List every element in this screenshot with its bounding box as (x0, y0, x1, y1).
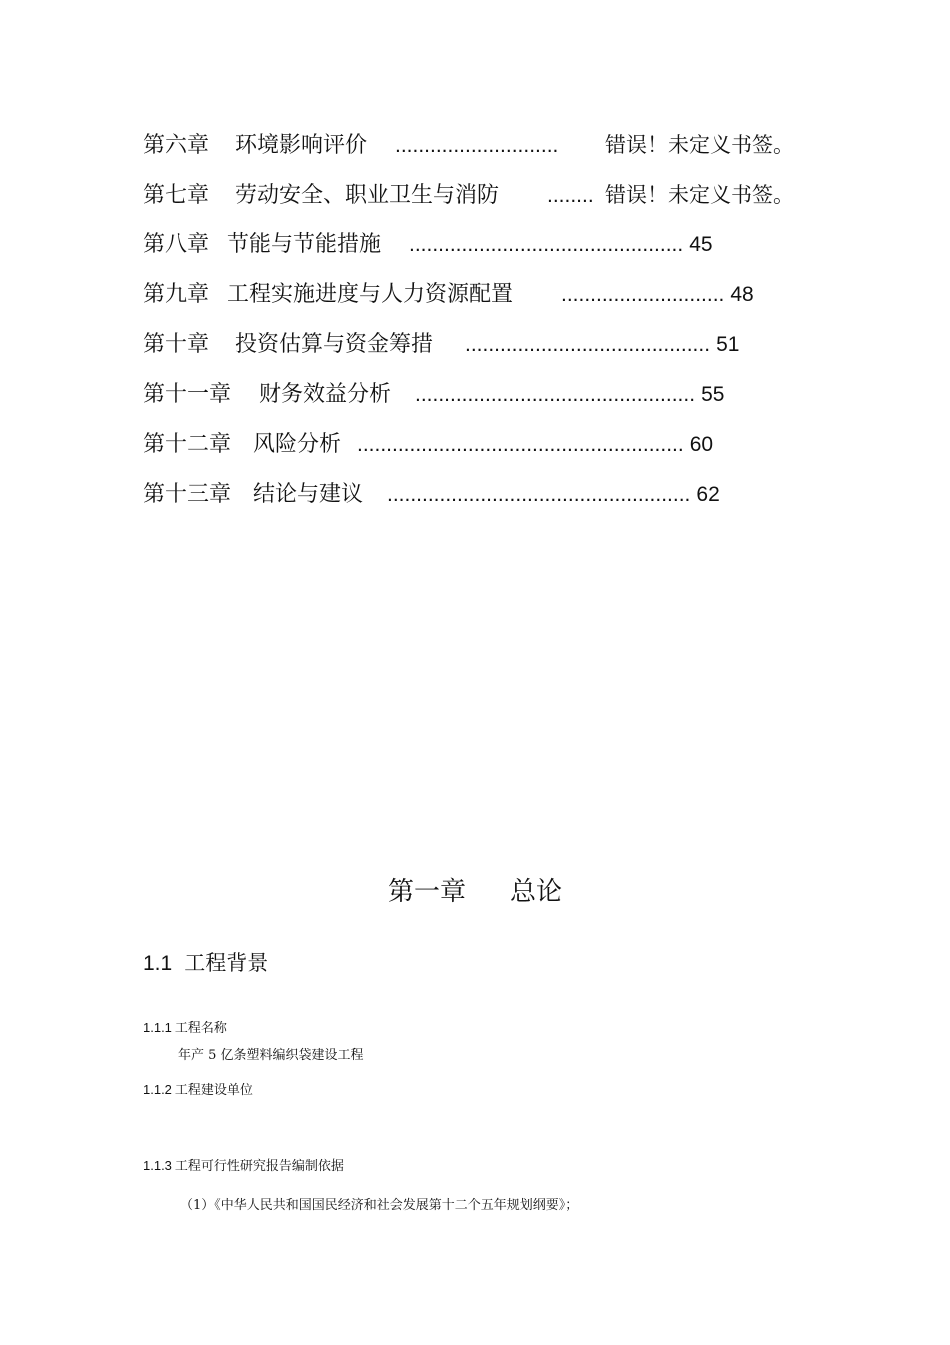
toc-entry-chapter-10[interactable] (143, 330, 739, 360)
toc-leader-dots: ............................ (395, 134, 559, 157)
section-title: 工程背景 (184, 951, 269, 975)
toc-leader-dots: ........ (547, 184, 594, 207)
subsection-title: 工程可行性研究报告编制依据 (174, 1159, 344, 1174)
subsection-number: 1.1.2 (143, 1082, 172, 1097)
subsection-project-name (143, 1018, 227, 1038)
toc-leader-dots: ............................ (561, 283, 725, 306)
toc-page-number: 55 (701, 383, 725, 406)
chapter-number: 第一章 (387, 877, 466, 907)
toc-chapter-title: 结论与建议 (253, 482, 364, 507)
toc-chapter-number: 第十二章 (143, 432, 232, 457)
toc-chapter-number: 第七章 (143, 183, 210, 208)
toc-chapter-title: 环境影响评价 (235, 133, 368, 158)
toc-chapter-number: 第十一章 (143, 382, 232, 407)
toc-leader-dots: .......................................... (465, 333, 711, 356)
section-heading (143, 948, 268, 978)
toc-chapter-title: 工程实施进度与人力资源配置 (227, 282, 514, 307)
toc-leader-dots: ............................................... (409, 233, 684, 256)
toc-page-number: 51 (716, 333, 740, 356)
toc-chapter-title: 劳动安全、职业卫生与消防 (235, 183, 500, 208)
toc-entry-chapter-11[interactable] (143, 380, 724, 410)
chapter-heading (0, 872, 950, 912)
toc-chapter-number: 第九章 (143, 282, 210, 307)
toc-page-number: 60 (689, 433, 714, 456)
basis-list-item: （1）《中华人民共和国国民经济和社会发展第十二个五年规划纲要》； (180, 1198, 579, 1213)
toc-page-number: 48 (730, 283, 754, 306)
toc-page-number: 45 (689, 233, 713, 256)
toc-chapter-title: 投资估算与资金筹措 (235, 332, 434, 357)
toc-page-reference: 错误！未定义书签。 (605, 183, 794, 207)
subsection-number: 1.1.3 (143, 1158, 172, 1173)
toc-entry-chapter-13[interactable] (143, 480, 720, 510)
toc-entry-chapter-7[interactable] (143, 180, 794, 210)
toc-leader-dots: .................................................... (387, 483, 691, 506)
subsection-title: 工程名称 (174, 1021, 227, 1036)
toc-chapter-number: 第八章 (143, 232, 210, 257)
toc-chapter-title: 风险分析 (253, 432, 342, 457)
toc-entry-chapter-9[interactable] (143, 280, 754, 310)
toc-chapter-title: 财务效益分析 (259, 382, 392, 407)
section-number: 1.1 (143, 952, 173, 975)
toc-page-number: 62 (696, 483, 720, 506)
subsection-construction-unit (143, 1080, 253, 1100)
toc-leader-dots: ................................................ (415, 383, 696, 406)
toc-chapter-number: 第六章 (143, 133, 210, 158)
subsection-number: 1.1.1 (143, 1020, 172, 1035)
toc-entry-chapter-6[interactable] (143, 130, 794, 160)
toc-page-reference: 错误！未定义书签。 (605, 133, 794, 157)
toc-chapter-title: 节能与节能措施 (227, 232, 382, 257)
toc-leader-dots: ........................................................ (357, 433, 684, 456)
chapter-title: 总论 (510, 877, 563, 907)
subsection-title: 工程建设单位 (174, 1083, 253, 1098)
toc-entry-chapter-8[interactable] (143, 230, 713, 260)
subsection-report-basis (143, 1156, 344, 1176)
project-name-text: 年产 5 亿条塑料编织袋建设工程 (178, 1048, 364, 1063)
toc-entry-chapter-12[interactable] (143, 430, 713, 460)
toc-chapter-number: 第十章 (143, 332, 210, 357)
toc-chapter-number: 第十三章 (143, 482, 232, 507)
